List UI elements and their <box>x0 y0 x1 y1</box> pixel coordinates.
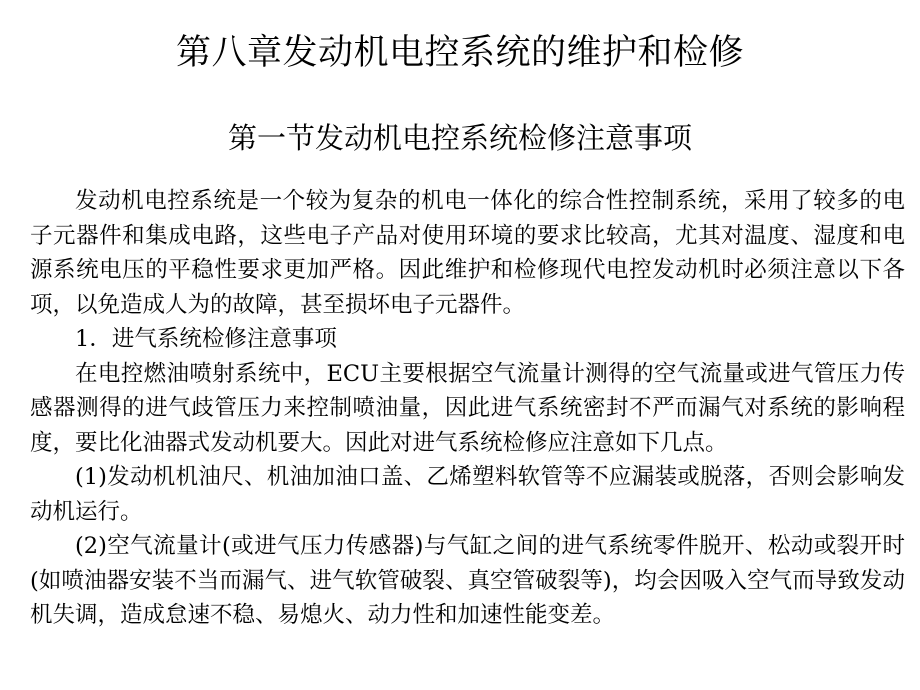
chapter-title: 第八章发动机电控系统的维护和检修 <box>175 33 744 73</box>
point-1-paragraph: (1)发动机机油尺、机油加油口盖、乙烯塑料软管等不应漏装或脱落，否则会影响发动机运行。 <box>30 464 905 525</box>
intro-paragraph: 发动机电控系统是一个较为复杂的机电一体化的综合性控制系统，采用了较多的电子元器件和集成电路，这些电子产品对使用环境的要求比较高，尤其对温度、湿度和电源系统电压的平稳性要求更加严格。因此维护和检修现代电控发动机时必须注意以下各项，以免造成人为的故障，甚至损坏电子元器件。 <box>30 188 905 318</box>
item-heading: 1．进气系统检修注意事项 <box>75 326 337 352</box>
section-title: 第一节发动机电控系统检修注意事项 <box>227 121 692 155</box>
body-text <box>30 184 905 633</box>
point-2-paragraph: (2)空气流量计(或进气压力传感器)与气缸之间的进气系统零件脱开、松动或裂开时(如喷油器安装不当而漏气、进气软管破裂、真空管破裂等)，均会因吸入空气而导致发动机失调，造成怠速不稳、易熄火、动力性和加速性能变差。 <box>30 533 905 628</box>
explanation-paragraph: 在电控燃油喷射系统中，ECU主要根据空气流量计测得的空气流量或进气管压力传感器测得的进气歧管压力来控制喷油量，因此进气系统密封不严而漏气对系统的影响程度，要比化油器式发动机要大。因此对进气系统检修应注意如下几点。 <box>30 360 905 456</box>
